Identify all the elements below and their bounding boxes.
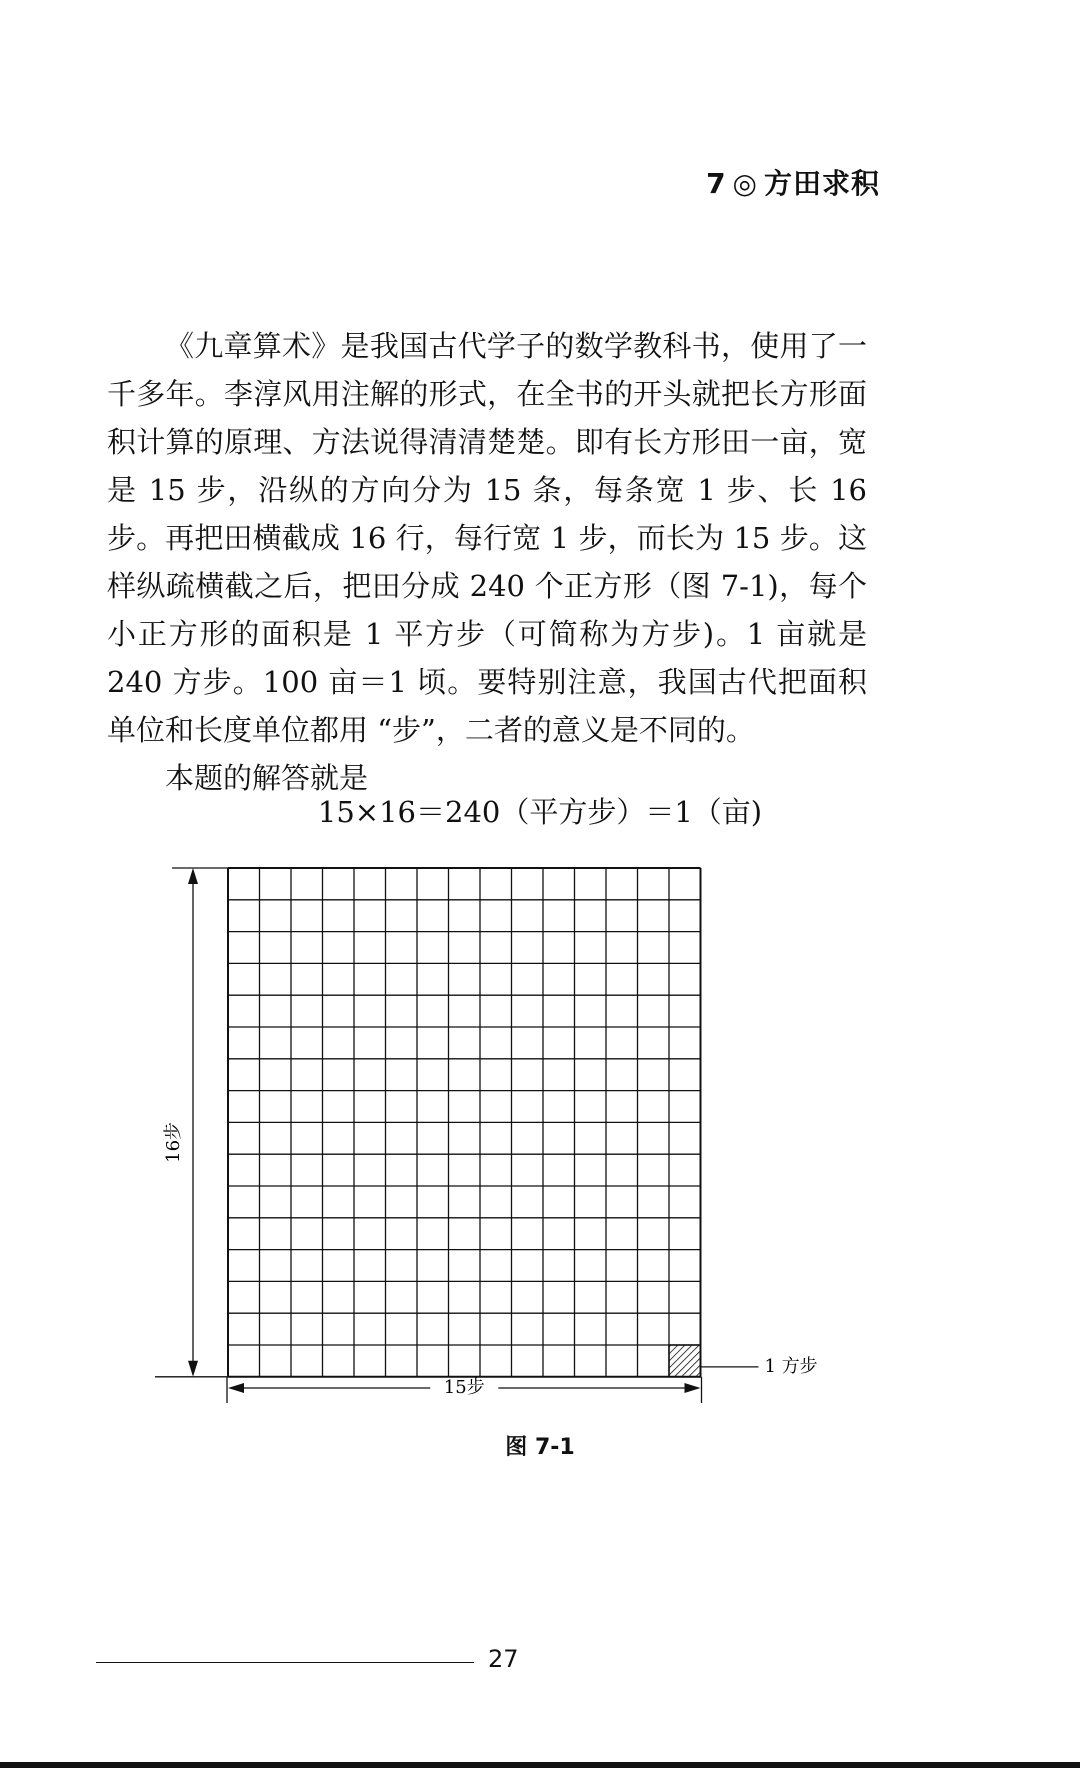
chapter-title: 方田求积 xyxy=(763,167,880,200)
paragraph-1: 《九章算术》是我国古代学子的数学教科书，使用了一千多年。李淳风用注解的形式，在全书的开头就把长方形面积计算的原理、方法说得清清楚楚。即有长方形田一亩，宽是 15 步，沿纵的方向分为 15 条，每条宽 1 步、长 16 步。再把田横截成 16 行，每行宽 1 步，而长为 15 步。这样纵疏横截之后，把田分成 240 个正方形（图 7-1)，每个小正方形的面积是 1 平方步（可简称为方步)。1 亩就是 240 方步。100 亩＝1 顷。要特别注意，我国古代把面积单位和长度单位都用 “步”，二者的意义是不同的。 xyxy=(107,329,867,747)
unit-square-grid xyxy=(228,868,701,1377)
height-dimension-label: 16步 xyxy=(163,1121,184,1163)
bottom-edge-bar xyxy=(0,1762,1080,1768)
equation: 15×16＝240（平方步）＝1（亩) xyxy=(317,795,763,829)
figure-caption: 图 7-1 xyxy=(505,1435,575,1460)
width-arrow-right xyxy=(685,1383,701,1393)
chapter-mark-icon: ◎ xyxy=(732,167,758,200)
chapter-number: 7 xyxy=(706,167,727,200)
dimension-lines xyxy=(155,868,759,1403)
body-text xyxy=(107,322,867,802)
unit-square-label: 1 方步 xyxy=(764,1355,818,1377)
width-dimension-label: 15步 xyxy=(443,1377,485,1398)
footer-rule xyxy=(96,1662,474,1663)
running-header xyxy=(706,162,880,202)
width-arrow-left xyxy=(228,1383,244,1393)
page-number: 27 xyxy=(488,1645,519,1673)
paragraph-2: 本题的解答就是 xyxy=(165,761,369,795)
hatched-unit-square xyxy=(669,1345,701,1377)
height-arrow-top xyxy=(188,868,198,884)
height-arrow-bottom xyxy=(188,1361,198,1377)
